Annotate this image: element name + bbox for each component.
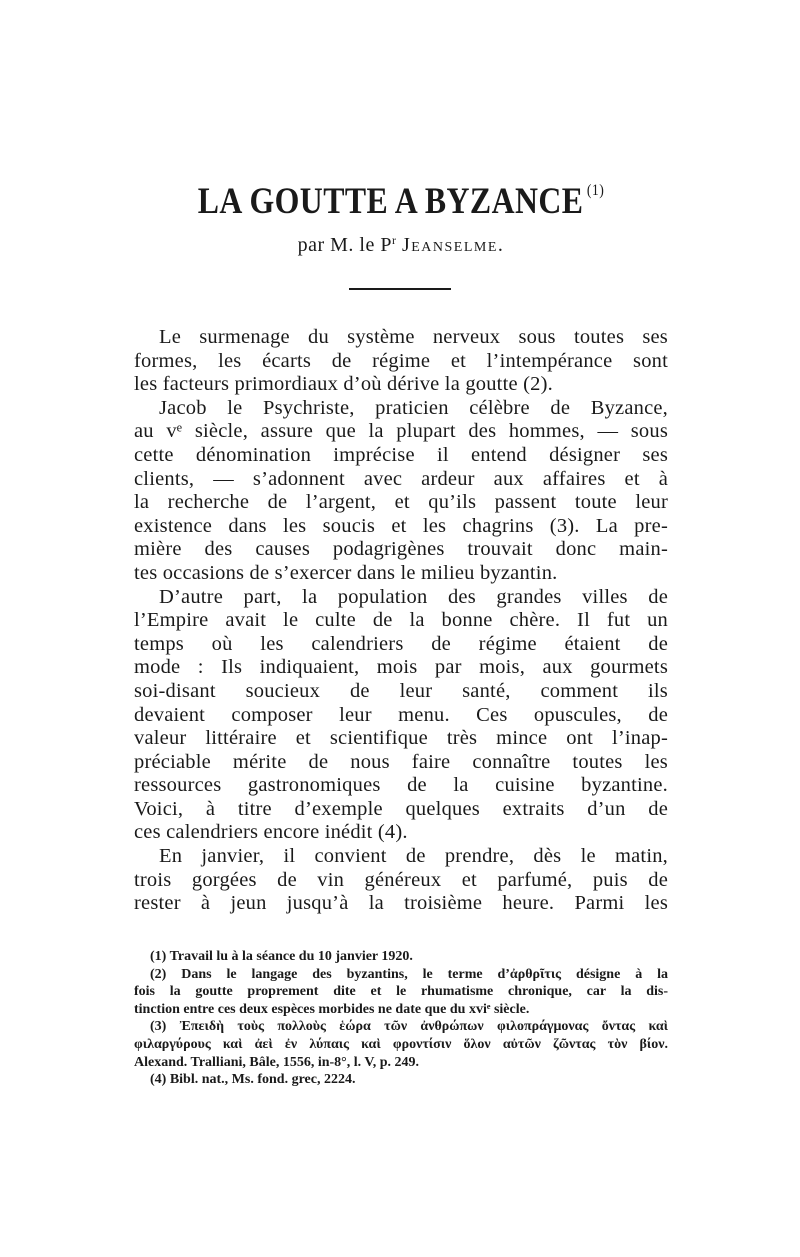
document-page <box>134 0 668 1257</box>
body-line: mière des causes podagrigènes trouvait donc main- <box>134 538 668 561</box>
body-line: préciable mérite de nous faire connaître toutes les <box>134 750 668 773</box>
byline-title-abbrev: r <box>391 233 397 247</box>
body-line: soi-disant soucieux de leur santé, comment ils <box>134 679 668 702</box>
body-line: valeur littéraire et scientifique très mince ont l’inap- <box>134 727 668 750</box>
article-body <box>134 326 668 916</box>
body-line: ces calendriers encore inédit (4). <box>134 821 408 844</box>
title-footnote-marker: (1) <box>586 182 605 199</box>
title-divider <box>349 288 451 290</box>
footnote-line: Alexand. Tralliani, Bâle, 1556, in-8°, l. V, p. 249. <box>134 1054 419 1070</box>
body-line: mode : Ils indiquaient, mois par mois, aux gourmets <box>134 656 668 679</box>
body-line: ressources gastronomiques de la cuisine byzantine. <box>134 774 668 797</box>
body-line: temps où les calendriers de régime étaient de <box>134 632 668 655</box>
body-line: au vᵉ siècle, assure que la plupart des hommes, — sous <box>134 420 668 443</box>
author-byline <box>134 233 668 257</box>
footnotes <box>134 948 668 1089</box>
body-line: formes, les écarts de régime et l’intempérance sont <box>134 349 668 372</box>
footnote-line: (2) Dans le langage des byzantins, le terme d’ἀρθρῖτις désigne à la <box>150 966 668 982</box>
body-line: D’autre part, la population des grandes villes de <box>159 585 668 608</box>
byline-prefix: par M. le P <box>297 234 392 256</box>
body-line: rester à jeun jusqu’à la troisième heure. Parmi les <box>134 892 668 915</box>
footnote-line: φιλαργύρους καὶ ἀεὶ ἐν λύπαις καὶ φροντίσιν ὅλον αὐτῶν ζῶντας τὸν βίον. <box>134 1036 668 1052</box>
body-line: l’Empire avait le culte de la bonne chère. Il fut un <box>134 609 668 632</box>
body-line: devaient composer leur menu. Ces opuscules, de <box>134 703 668 726</box>
footnote-line: (4) Bibl. nat., Ms. fond. grec, 2224. <box>150 1072 356 1088</box>
footnote-line: (3) Ἐπειδὴ τοὺς πολλοὺς ἑώρα τῶν ἀνθρώπων φιλοπράγμονας ὄντας καὶ <box>150 1019 668 1035</box>
body-line: Voici, à titre d’exemple quelques extraits d’un de <box>134 797 668 820</box>
body-line: En janvier, il convient de prendre, dès le matin, <box>159 845 668 868</box>
footnote-line: (1) Travail lu à la séance du 10 janvier 1920. <box>150 949 413 964</box>
footnote-line: fois la goutte proprement dite et le rhumatisme chronique, car la dis- <box>134 984 668 1000</box>
body-line: existence dans les soucis et les chagrins (3). La pre- <box>134 514 668 537</box>
body-line: cette dénomination imprécise il entend désigner ses <box>134 443 668 466</box>
body-line: trois gorgées de vin généreux et parfumé, puis de <box>134 868 668 891</box>
footnote-line: tinction entre ces deux espèces morbides ne date que du xviᵉ siècle. <box>134 1001 530 1017</box>
body-line: Le surmenage du système nerveux sous toutes ses <box>159 326 668 348</box>
body-line: clients, — s’adonnent avec ardeur aux affaires et à <box>134 467 668 490</box>
article-title-text: LA GOUTTE A BYZANCE <box>197 181 584 222</box>
author-name: Jeanselme. <box>401 234 505 256</box>
article-title <box>171 180 630 223</box>
body-line: Jacob le Psychriste, praticien célèbre de Byzance, <box>159 396 668 419</box>
body-line: les facteurs primordiaux d’où dérive la goutte (2). <box>134 373 553 396</box>
body-line: tes occasions de s’exercer dans le milieu byzantin. <box>134 561 558 584</box>
body-line: la recherche de l’argent, et qu’ils passent toute leur <box>134 491 668 514</box>
